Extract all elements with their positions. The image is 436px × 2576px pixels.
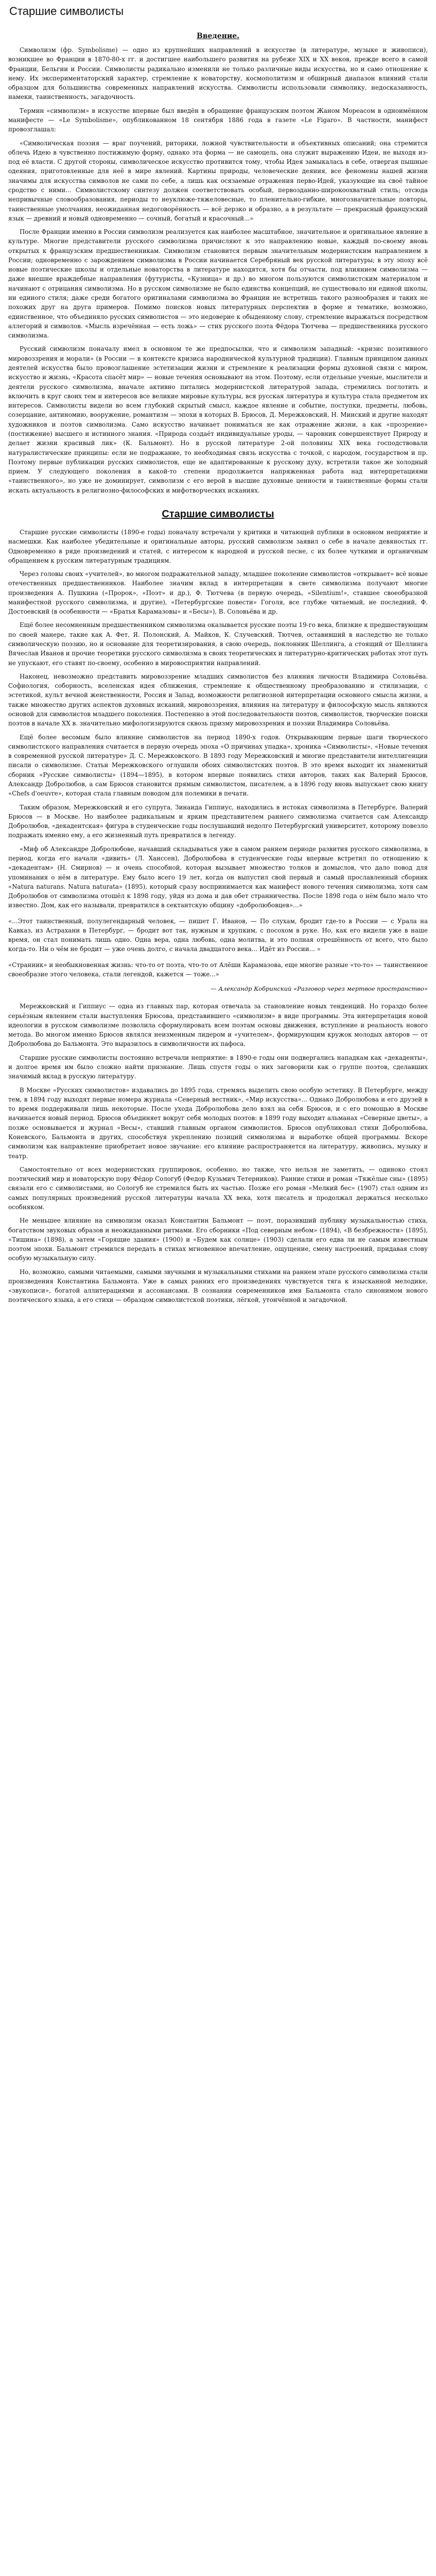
spacer xyxy=(8,1309,428,1330)
intro-paragraph: Русский символизм поначалу имел в основном те же предпосылки, что и символизм западный: «кризис позитивного мировоззрения и морали» (в России — в контексте кризиса народнической культурной традиции). Главным принципом данных деятелей искусства было провозглашение эстетизации жизни и стремление к реализации формы духовной связи с миром, искусство и жизнь, «Красота спасёт мир» — новые течения основывают на этом. Поэтому, если отдельные ученые, мыслители и деятели русского символизма, вначале активно питались модернистской литературой запада, стремились поглотить и включить в круг своих тем и интересов все великие мировые культуры, вся русская литература и культура стала предметом их интересов. Символисты видели во всем глубокий скрытый смысл, каждое явление и событие, поступки, предметы, любовь, созерцание, антиномию, вооружение, романтизм — эпохи в которых В. Брюсов, Д. Мережковский, Н. Минский и другие находят художников и поэтов символизма. Само искусство начинает пониматься не как отражение жизни, а как «прозрение» (постижение) высшего и истинного знания. «Природа создаёт индивидуальные уроды, — чаровник совершенствует Природу и делает жизни красивый лик» (К. Бальмонт). Но в русской литературе 2-ой половины XIX века господствовали натуралистические принципы: если не подражание, то необходимая связь искусства с точкой, с народом, государством и пр. Поэтому первые публикации русских символистов, еще не адаптированные к русскому духу, встретили такое же холодный прием. У следующего поколения в какой-то степени продолжается напряженная работа над интерпретациями «таинственного», но уже не доминирует, символизм с его верой в высшие духовные ценности и таинственные формы стали искать актуальность в религиозно-философских и мифотворческих исканиях. xyxy=(8,345,428,494)
section-paragraph: Ещё более несомненным предшественником символизма оказывается русские поэты 19-го века, близкие к предшествующим по своей манере, такие как А. Фет, Я. Полонский, А. Майков, К. Случевский. Тютчев, оставивший в наследство не только символическую поэзию, но и основание для теоретизирования, в свою очередь, поклонник Шеллинга, а стоящий от Шеллинга Вячеслав Иванов и прочие теоретики русского символизма в своих теоретических и литературно-критических работах этот путь не упускают, его ставят по-своему, особенно в мировосприятии направлений. xyxy=(8,621,428,667)
quote-block: «...Этот таинственный, полулегендарный человек, — пишет Г. Иванов, — По слухам, бродит где-то в России — с Урала на Кавказ, из Астрахани в Петербург, — бродит вот так, нужным и хрупким, с посохом в руке. Но, как его видели уже в наше время, он стал понимать лишь одно. Одна вера, одна любовь, одна молитва, и это полная отрешённость от всего, что было когда-то. Ни о чём не бродит — уже очень долго, с начала двадцатого века... Идёт из России... » xyxy=(8,917,428,953)
section-paragraph: Не меньшее влияние на символизм оказал Константин Бальмонт — поэт, поразивший публику музыкальностью стиха, богатством звуковых образов и неожиданными ритмами. Его сборники «Под северным небом» (1894), «В безбрежности» (1895), «Тишина» (1898), а затем «Горящие здания» (1900) и «Будем как солнце» (1903) сделали его едва ли не самым известным поэтом эпохи. Бальмонт стремился передать в стихах мгновенное впечатление, ощущение, смену настроений, придавая слову особую музыкальную силу. xyxy=(8,1217,428,1262)
article-body xyxy=(0,32,436,1330)
section-paragraph: Через головы своих «учителей», во многом подражательной западу, младшее поколение символистов «открывает» всё новые отечественных предшественников. Наиболее значим вклад в интерпретации в свете символизма получают многие произведения А. Пушкина («Пророк», «Поэт» и др.), Ф. Тютчева (в первую очередь, «Silentium!», ставшее своеобразной манифестной русского символизма, и другие), «Петербургские повести» Гоголя, все глубже читаемый, не последний, Ф. Достоевский (в особенности — «Братья Карамазовы» и «Бесы»), В. Соловьёва и др. xyxy=(8,570,428,616)
section-paragraph: «Миф об Александре Добролюбове, начавший складываться уже в самом раннем периоде развития русского символизма, в период, когда его начали «дивить» (Л. Ханссен), Добролюбова в студенческие годы впервые встретил по отношению к «декадентам» (Н. Смирнов) — и очень способной, которая вызывает множество толков и домыслов, что дало повод для упоминания о нём в литературе. Ему было всего 19 лет, когда он выпустил свой первый и самый прославленный сборник «Natura naturans. Natura naturata» (1895), который сразу воспринимается как манифест нового течения символизма, хотя сам Добролюбов от символизма отошёл к 1898 году, уйдя из дома и дав обет странничества. После 1898 года о нём было мало что известно. Дом, как его называли, превратился в сектантскую общину «добролюбовцев»...» xyxy=(8,845,428,909)
section-paragraph: Мережковский и Гиппиус — одна из главных пар, которая отвечала за становление новых тенденций. Но гораздо более серьёзным явлением стали выступления Брюсова, представившего «символизм» в виде программы. Эта интерпретация новой идеологии в русском символизме позволила сформулировать всем поэтам основы движения, вступление и реальность нового метода. Во многом именно Брюсов являлся неизменным лидером и «учителем», формирующим кружок молодых авторов — от Добролюбова до Бальмонта. Это выразилось в символичности их пафоса. xyxy=(8,1003,428,1048)
quote-citation: — Александр Кобринский «Разговор через мертвое пространство» xyxy=(211,985,428,993)
section-title xyxy=(8,509,428,520)
intro-quote: «Символическая поэзия — враг поучений, риторики, ложной чувствительности и объективных описаний; она стремится облечь Идею в чувственно постижимую форму, однако эта форма — не самоцель, она служит выражению Идеи, не выходя из-под её власти. С другой стороны, символическое искусство противится тому, чтобы Идея замыкалась в себе, отвергая пышные одеяния, приготовленные для неё в мире явлений. Картины природы, человеческие деяния, все феномены нашей жизни значимы для искусства символов не сами по себе, а лишь как осязаемые отражения перво-Идей, указующие на своё тайное сродство с ними... Символистскому синтезу должен соответствовать особый, первозданно-широкоохватный стиль; отсюда непривычные словообразования, периоды то неуклюже-тяжеловесные, то пленительно-гибкие, многозначительные повторы, таинственные умолчания, неожиданная недоговорённость — всё дерзко и образно, а в результате — прекрасный французский язык — древний и новый одновременно — сочный, богатый и красочный...» xyxy=(8,139,428,222)
intro-paragraph: Символизм (фр. Symbolisme) — одно из крупнейших направлений в искусстве (в литературе, музыке и живописи), возникшее во Франции в 1870-80-х гг. и достигшее наибольшего развития на рубеже XIX и XX веков, прежде всего в самой Франции, Бельгии и России. Символисты радикально изменили не только различные виды искусства, но и само отношение к нему. Их экспериментаторский характер, стремление к новаторству, космополитизм и обширный диапазон влияний стали образцом для большинства современных направлений искусства. Символисты использовали символику, недосказанность, намеки, таинственность, загадочность. xyxy=(8,46,428,101)
intro-paragraph: Термин «символизм» в искусстве впервые был введён в обращение французским поэтом Жаном Мореасом в одноимённом манифесте — «Le Symbolisme», опубликованном 18 сентября 1886 года в газете «Le Figaro». В частности, манифест провозглашал: xyxy=(8,107,428,133)
intro-title: Введение. xyxy=(196,32,240,40)
section-paragraph: Старшие русские символисты постоянно встречали неприятие: в 1890-е годы они подвергались нападкам как «декаденты», и долгое время им было сложно найти признание. Лишь спустя годы о них заговорили как о группе поэтов, сделавших значимый вклад в русскую литературу. xyxy=(8,1054,428,1080)
section-paragraph: В Москве «Русских символистов» издавались до 1895 года, стремясь выделить свою особую эстетику. В Петербурге, между тем, в 1894 году выходят первые номера журнала «Северный вестник», «Мир искусства»... Однако Добролюбова и его друзей в то время поддерживали лишь некоторые. После ухода Добролюбова дело взял на себя Брюсов, и с его помощью в Москве начинается новый период. Брюсов объединяет вокруг себя молодых поэтов: в 1899 году выходит альманах «Северные цветы», а позже основывается и журнал «Весы», ставший главным органом символистов. Брюсов опубликовал стихи Добролюбова, Коневского, Бальмонта и других, способствуя укреплению позиций символизма и выработке общей программы. Вскоре символизм как направление приобретает новое звучание: его влияние распространяется на литературу, живопись, музыку и театр. xyxy=(8,1086,428,1160)
quote-block: «Странник» и необыкновенная жизнь: что-то от поэта, что-то от Алёши Карамазова, еще многие разные «то-то» — таинственное своеобразие этого человека, стали легендой, кажется — тоже...» xyxy=(8,961,428,978)
section-paragraph: Старшие русские символисты (1890-е годы) поначалу встречали у критики и читающей публики в основном неприятие и насмешки. Как наиболее убедительные и оригинальные авторы, русский символизм заявил о себе в начале девяностых гг. Одновременно в ряде произведений и статей, с интересом к народной и русской песне, с их более чуткими и органичным обращением к русским литературным традициям. xyxy=(8,528,428,564)
section-paragraph: Но, возможно, самыми читаемыми, самыми звучными и музыкальными стихами на раннем этапе русского символизма стали произведения Константина Бальмонта. Уже в самых ранних его произведениях чувствуется тяга к изысканной мелодике, «звукописи», богатой аллитерациями и ассонансами. В сознании современников имя Бальмонта стало синонимом нового поэтического языка, а его стихи — образцом символистской поэтики, лёгкой, утончённой и загадочной. xyxy=(8,1268,428,1304)
section-paragraph: Ещё более весомым было влияние символистов на период 1890-х годов. Открывающим первые шаги творческого символистского направления считается в первую очередь эпоха «О причинах упадка», хроника «Символисты», «Новые течения в современной русской литературе» Д. С. Мережковского. В 1893 году Мережковский и многие представители интеллигенции писали о символизме. Статьи Мережковского оглушили обоих символистских поэтов. В это время выходит их знаменитый сборник «Русские символисты» (1894—1895), в котором впервые появились стихи авторов, таких как Валерий Брюсов, Александр Добролюбов, а сам Брюсов становится прямым символистом, писателем, а в 1896 году вновь выпускает свою книгу «Chefs d'oeuvre», которая стала главным поводом для полемики в печати. xyxy=(8,733,428,798)
section-title-text: Старшие символисты xyxy=(162,508,274,520)
intro-paragraph: После Франции именно в России символизм реализуется как наиболее масштабное, значительное и оригинальное явление в культуре. Многие представители русского символизма причисляют к это направлению новые, каждый по-своему вновь открытых к французским предшественникам. Символизм становится первым значительным модернистским направлением в России; одновременно с зарождением символизма в России начинается Серебряный век русской литературы; в эту эпоху всё новые поэтические школы и отдельные новаторства в литературе находятся, хотя бы отчасти, под влиянием символизма — даже внешне враждебные направления (футуристы, «Кузница» и др.) во многом пользуются символистским материалом и начинают с отрицания символизма. Но в русском символизме не было единства концепций, не существовало ни единой школы, ни единого стиля; даже среди богатого оригиналами символизма во Франции не встретишь такого разнообразия и таких не похожих друг на друга примеров. Помимо поисков новых литературных перспектив в форме и тематике, возможно, единственное, что объединяло русских символистов — это недоверие к обыденному слову, стремление выражаться посредством аллегорий и символов. «Мысль изречённая — есть ложь» — стих русского поэта Фёдора Тютчева — предшественника русского символизма. xyxy=(8,228,428,340)
page-title: Старшие символисты xyxy=(9,5,124,18)
section-paragraph: Наконец, невозможно представить мировоззрение младших символистов без влияния личности Владимира Соловьёва. Софиология, соборность, вселенская идея сближения, стремление к общественному преобразованию и стилизации, с эстетикой, культ вечной женственности, Россия и Запад, возможности религиозной интерпретации основного смысла жизни, а также множество других аспектов духовных исканий, мировоззрения, влияния на литературу и философскую мысль являются основой для символистов младшего поколения. Постепенно в этой последовательности поэтов, символистов, творческие поиски поэтов в начале XX в. значительно мифологизируются сквозь призму мировоззрения и поэзии Владимира Соловьёва. xyxy=(8,672,428,727)
page-header xyxy=(0,0,436,23)
section-paragraph: Самостоятельно от всех модернистских группировок, особенно, но также, что нельзя не заметить, — одиноко стоял поэтический мир и новаторскую пору Фёдор Сологуб (Федор Кузьмич Тетерников). Ранние стихи и роман «Тяжёлые сны» (1895) связали его с символистами, но Сологуб не стремился быть их частью. Позже его роман «Мелкий бес» (1907) стал одним из самых популярных произведений русской литературы начала XX века, хотя писатель и продолжал держаться несколько особняком. xyxy=(8,1165,428,1211)
section-paragraph: Таким образом, Мережковский и его супруга, Зинаида Гиппиус, находились в истоках символизма в Петербурге, Валерий Брюсов — в Москве. Но наиболее радикальным и ярким представителем раннего символизма считается сам Александр Добролюбов, «декадентская» фигура в студенческие годы послушавший недолго Петербургский университет, которому повезло подражать именно ему, а его жизненный путь превратился в легенду. xyxy=(8,803,428,839)
